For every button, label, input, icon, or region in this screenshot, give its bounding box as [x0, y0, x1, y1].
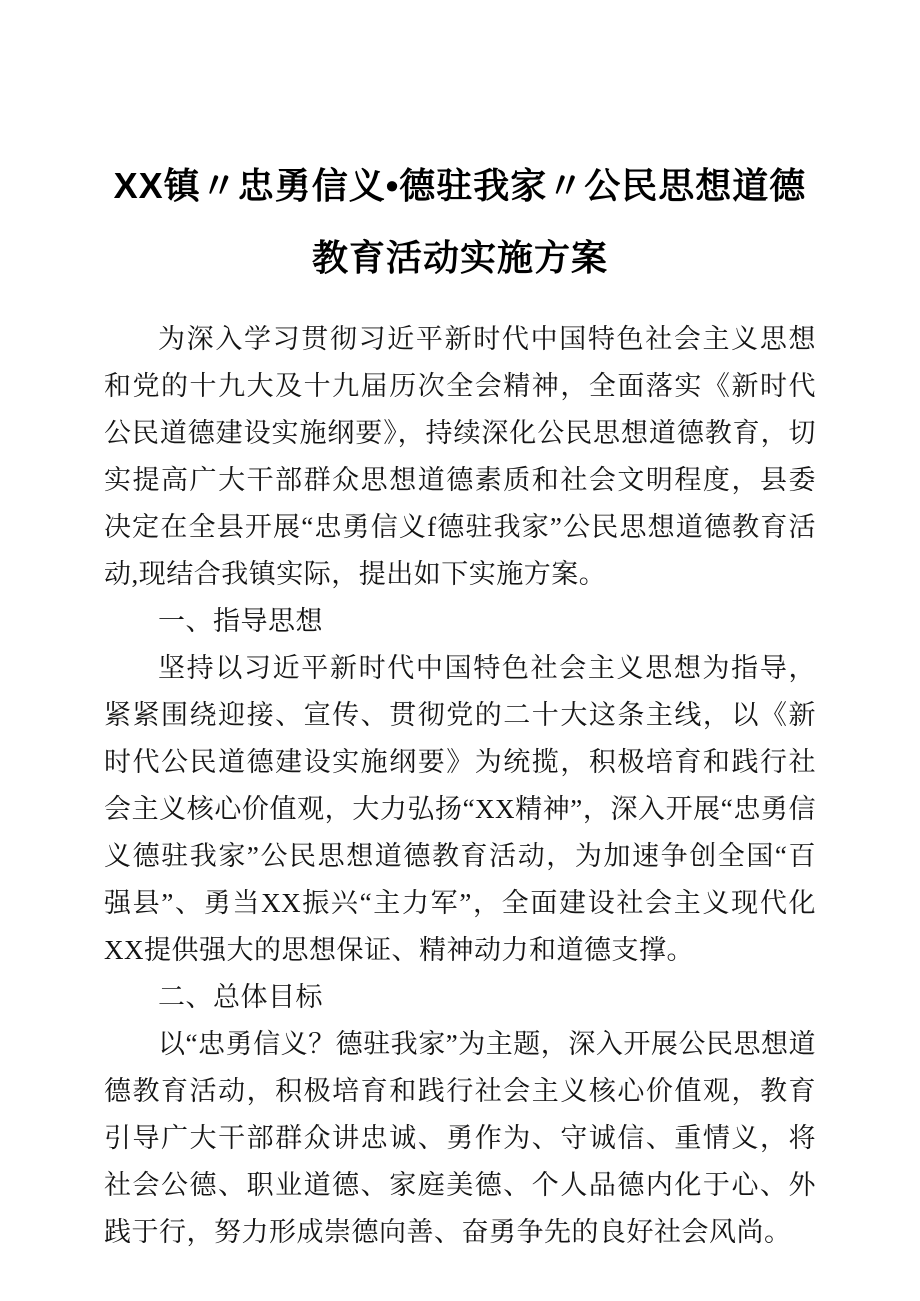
- document-title: XX镇〃忠勇信义•德驻我家〃公民思想道德教育活动实施方案: [113, 165, 807, 278]
- document-body: [104, 316, 816, 1256]
- section-heading-overall-goal: 二、总体目标: [158, 982, 323, 1012]
- paragraph-overall-goal: 以“忠勇信义？德驻我家”为主题，深入开展公民思想道德教育活动，积极培育和践行社会主义核心价值观，教育引导广大干部群众讲忠诚、勇作为、守诚信、重情义，将社会公德、职业道德、家庭美德、个人品德内化于心、外践于行，努力形成崇德向善、奋勇争先的良好社会风尚。: [104, 1029, 816, 1247]
- paragraph-intro: 为深入学习贯彻习近平新时代中国特色社会主义思想和党的十九大及十九届历次全会精神，全面落实《新时代公民道德建设实施纲要》，持续深化公民思想道德教育，切实提高广大干部群众思想道德素质和社会文明程度，县委决定在全县开展“忠勇信义f德驻我家”公民思想道德教育活动,现结合我镇实际，提出如下实施方案。: [104, 324, 816, 589]
- section-heading-guiding-ideology: 一、指导思想: [158, 606, 323, 636]
- paragraph-guiding-ideology: 坚持以习近平新时代中国特色社会主义思想为指导，紧紧围绕迎接、宣传、贯彻党的二十大这条主线，以《新时代公民道德建设实施纲要》为统揽，积极培育和践行社会主义核心价值观，大力弘扬“XX精神”，深入开展“忠勇信义德驻我家”公民思想道德教育活动，为加速争创全国“百强县”、勇当XX振兴“主力军”，全面建设社会主义现代化XX提供强大的思想保证、精神动力和道德支撑。: [104, 653, 816, 965]
